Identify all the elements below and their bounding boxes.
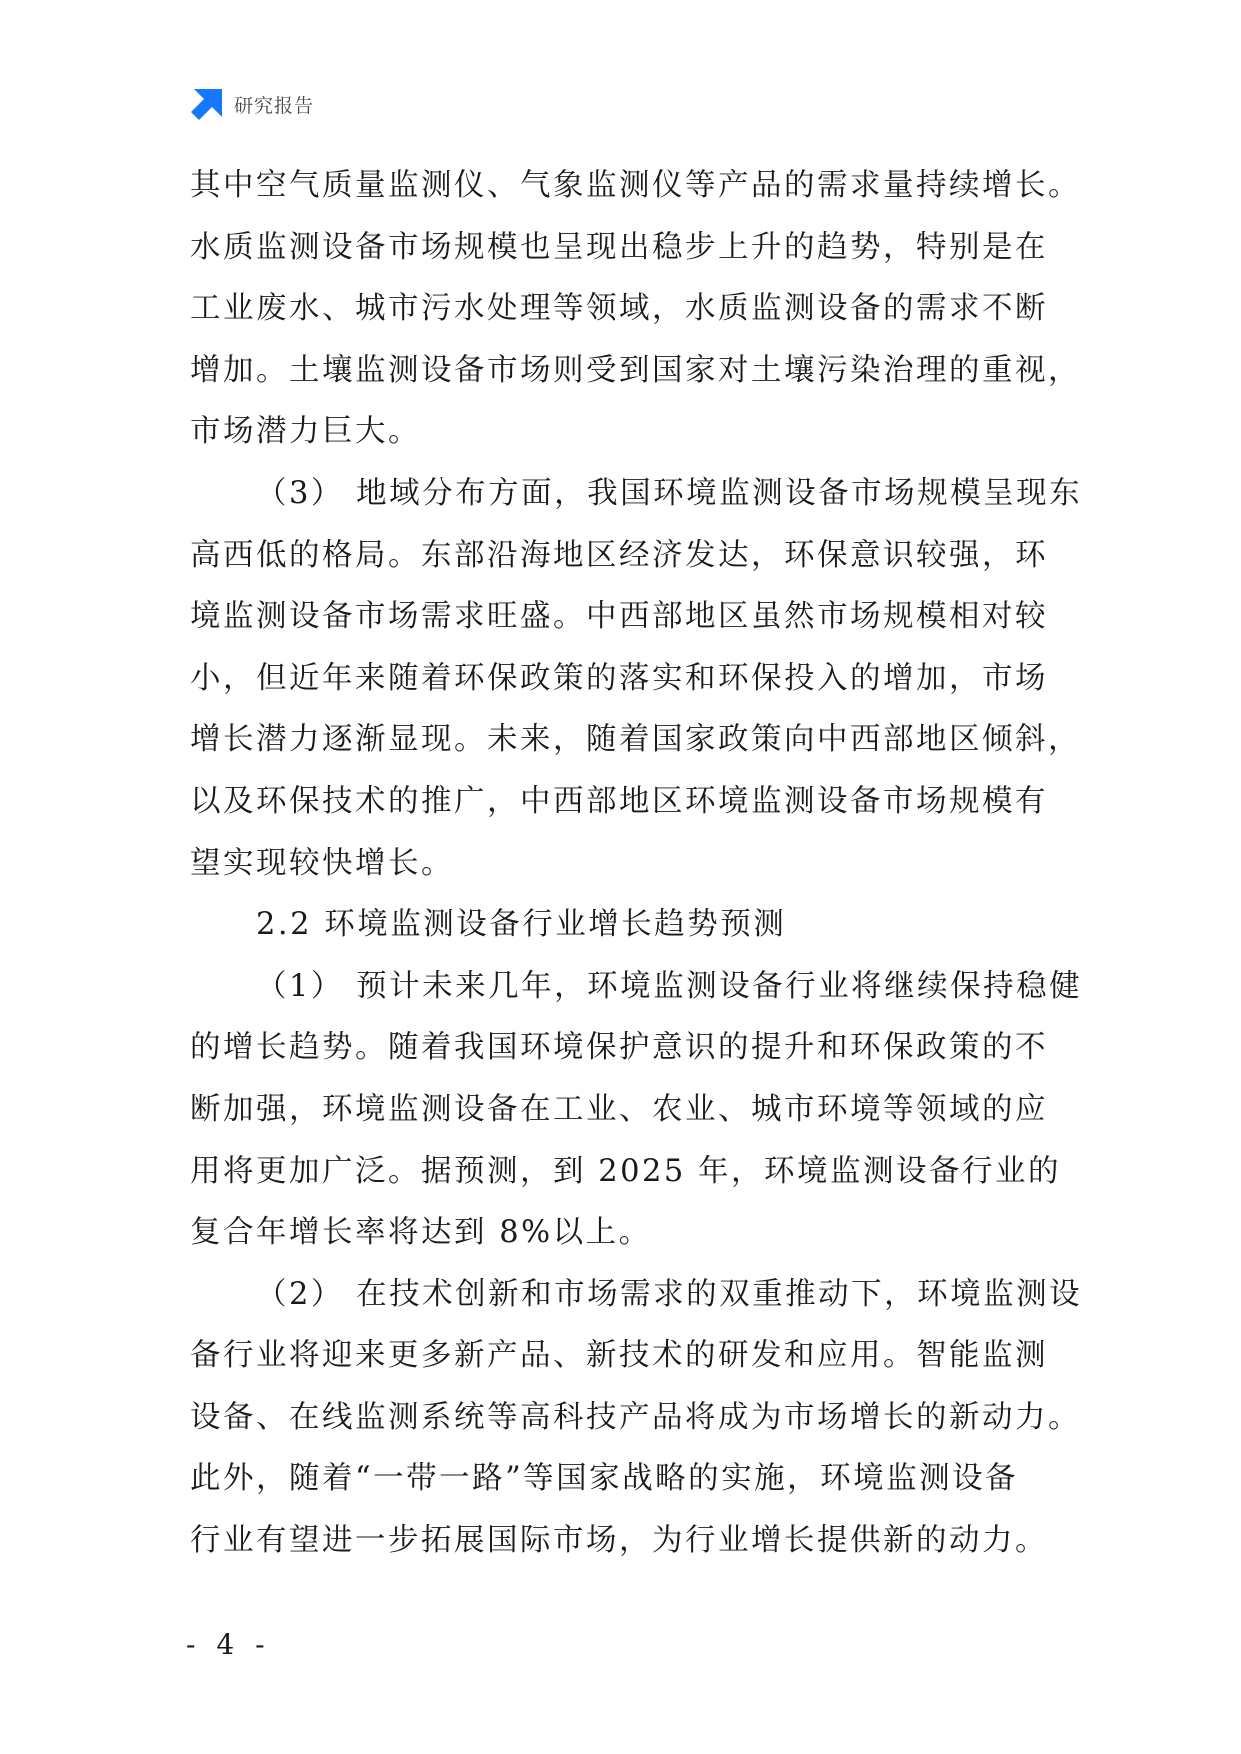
- body-text: [190, 155, 1090, 1572]
- text-line: 设备、在线监测系统等高科技产品将成为市场增长的新动力。: [190, 1399, 1081, 1435]
- text-line: （2） 在技术创新和市场需求的双重推动下，环境监测设: [256, 1276, 1083, 1312]
- text-line: 望实现较快增长。: [190, 845, 454, 881]
- text-line: 以及环保技术的推广，中西部地区环境监测设备市场规模有: [190, 783, 1048, 819]
- text-line: 境监测设备市场需求旺盛。中西部地区虽然市场规模相对较: [190, 599, 1048, 635]
- text-line: （1） 预计未来几年，环境监测设备行业将继续保持稳健: [256, 968, 1083, 1004]
- text-line: 增长潜力逐渐显现。未来，随着国家政策向中西部地区倾斜，: [190, 722, 1081, 758]
- text-line: 工业废水、城市污水处理等领域，水质监测设备的需求不断: [190, 291, 1048, 327]
- text-line: 市场潜力巨大。: [190, 414, 421, 450]
- header-title: 研究报告: [234, 94, 315, 117]
- page-number: - 4 -: [186, 1628, 271, 1661]
- text-line: 此外，随着“一带一路”等国家战略的实施，环境监测设备: [190, 1461, 1019, 1497]
- text-line: 其中空气质量监测仪、气象监测仪等产品的需求量持续增长。: [190, 168, 1081, 203]
- text-line: （3） 地域分布方面，我国环境监测设备市场规模呈现东: [256, 475, 1083, 511]
- section-heading: 2.2 环境监测设备行业增长趋势预测: [256, 907, 787, 943]
- text-line: 水质监测设备市场规模也呈现出稳步上升的趋势，特别是在: [190, 229, 1048, 265]
- arrow-up-right-icon: [190, 87, 224, 121]
- text-line: 行业有望进一步拓展国际市场，为行业增长提供新的动力。: [190, 1523, 1048, 1559]
- text-line: 用将更加广泛。据预测，到 2025 年，环境监测设备行业的: [190, 1153, 1062, 1189]
- text-line: 增加。土壤监测设备市场则受到国家对土壤污染治理的重视，: [190, 352, 1081, 388]
- text-line: 备行业将迎来更多新产品、新技术的研发和应用。智能监测: [190, 1338, 1048, 1374]
- text-line: 的增长趋势。随着我国环境保护意识的提升和环保政策的不: [190, 1030, 1048, 1066]
- page-header: [190, 86, 314, 122]
- text-line: 高西低的格局。东部沿海地区经济发达，环保意识较强，环: [190, 537, 1048, 573]
- text-line: 小，但近年来随着环保政策的落实和环保投入的增加，市场: [190, 660, 1048, 696]
- text-line: 断加强，环境监测设备在工业、农业、城市环境等领域的应: [190, 1091, 1048, 1127]
- text-line: 复合年增长率将达到 8%以上。: [190, 1215, 652, 1251]
